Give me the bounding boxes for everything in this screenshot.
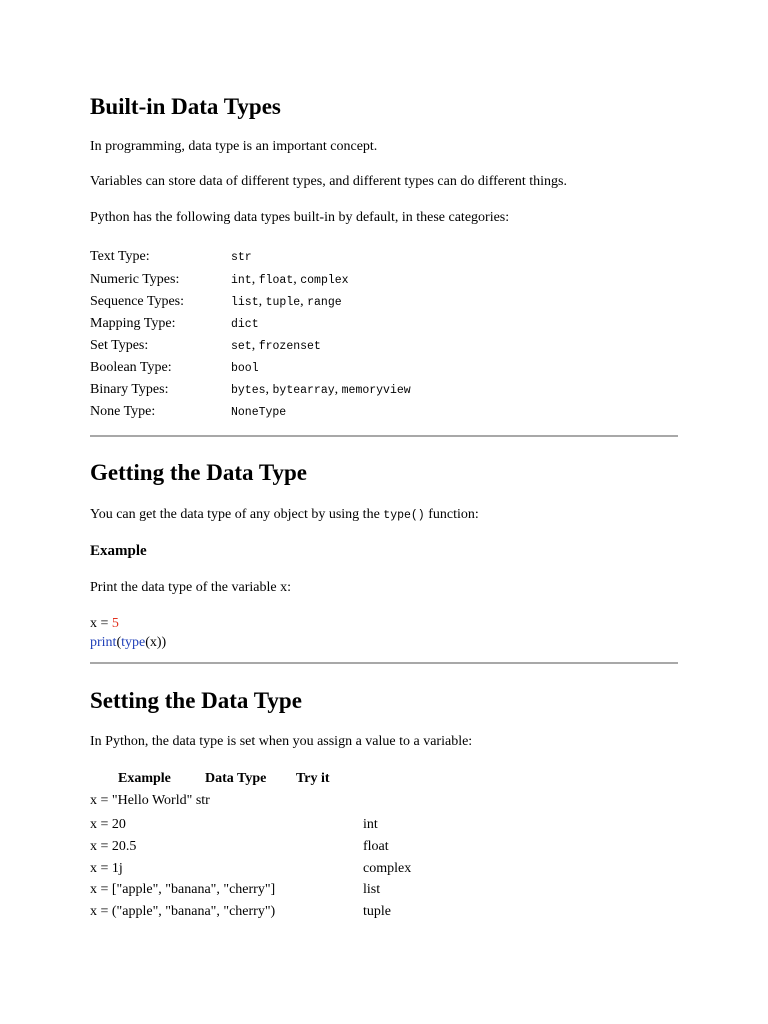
data-type-cell: complex [363, 861, 412, 876]
heading-getting-data-type: Getting the Data Type [90, 460, 307, 485]
data-type-values [231, 357, 259, 380]
paragraph-variables: Variables can store data of different types, and different types can do different things. [90, 174, 568, 189]
data-type-values [231, 246, 252, 269]
paragraph-categories: Python has the following data types built-in by default, in these categories: [90, 210, 510, 225]
paragraph-text-end: function: [424, 507, 479, 522]
heading-built-in-data-types: Built-in Data Types [90, 94, 281, 119]
data-type-row [90, 335, 690, 357]
divider [90, 435, 678, 437]
data-type-category: Binary Types: [90, 382, 169, 397]
data-type-values: int, float, complex [231, 272, 349, 287]
type-name: set [231, 340, 252, 353]
data-type-row [90, 379, 690, 401]
data-type-values [231, 313, 259, 336]
data-type-category: Numeric Types: [90, 272, 180, 287]
table-row [90, 858, 690, 880]
type-name: bytes [231, 384, 266, 397]
code-args: (x)) [145, 635, 167, 650]
code-line-print [90, 633, 166, 652]
paragraph-text: You can get the data type of any object by using the [90, 507, 384, 522]
table-row [90, 879, 690, 901]
divider [90, 662, 678, 664]
column-header-try-it: Try it [296, 771, 330, 786]
data-type-values: list, tuple, range [231, 294, 342, 309]
type-name: frozenset [258, 340, 321, 353]
data-type-category: Sequence Types: [90, 294, 185, 309]
data-type-category: Boolean Type: [90, 360, 172, 375]
data-type-cell: list [363, 882, 381, 897]
data-type-values [231, 401, 286, 424]
data-type-values: bytes, bytearray, memoryview [231, 382, 411, 397]
table-row [90, 790, 690, 812]
code-number: 5 [111, 616, 119, 631]
example-code-cell: x = 20.5 [90, 839, 137, 854]
data-type-values: set, frozenset [231, 338, 321, 353]
heading-setting-data-type: Setting the Data Type [90, 688, 302, 713]
column-header-example: Example [118, 771, 171, 786]
example-code-cell: x = "Hello World" str [90, 793, 210, 808]
type-name: range [307, 296, 342, 309]
code-print-function: print [90, 635, 117, 650]
type-name: tuple [265, 296, 301, 309]
example-heading: Example [90, 543, 147, 559]
data-type-row [90, 357, 690, 379]
type-name: float [258, 274, 294, 287]
table-row [90, 836, 690, 858]
example-code-cell: x = 20 [90, 817, 126, 832]
inline-code-type: type() [383, 509, 425, 522]
table-row [90, 814, 690, 836]
data-type-category: Mapping Type: [90, 316, 176, 331]
type-name: dict [231, 318, 259, 331]
type-name: bool [231, 362, 259, 375]
type-name: list [231, 296, 259, 309]
data-type-category: Set Types: [90, 338, 149, 353]
example-description: Print the data type of the variable x: [90, 580, 291, 595]
type-name: int [231, 274, 252, 287]
type-name: complex [300, 274, 349, 287]
data-type-row [90, 291, 690, 313]
data-type-row [90, 246, 690, 268]
data-type-category: None Type: [90, 404, 156, 419]
data-type-row [90, 401, 690, 423]
example-code-cell: x = 1j [90, 861, 123, 876]
type-name: NoneType [231, 406, 287, 419]
example-code-cell: x = ["apple", "banana", "cherry"] [90, 882, 276, 897]
code-type-function: type [121, 635, 146, 650]
paragraph-intro: In programming, data type is an important concept. [90, 139, 378, 154]
paragraph-type-function [90, 505, 479, 526]
code-paren: ( [116, 635, 122, 650]
table-row [90, 901, 690, 923]
data-type-cell: float [363, 839, 389, 854]
type-name: str [231, 251, 252, 264]
data-type-cell: tuple [363, 904, 391, 919]
data-type-row [90, 313, 690, 335]
data-type-row [90, 269, 690, 291]
code-line-assign [90, 614, 119, 633]
type-name: bytearray [272, 384, 335, 397]
data-type-cell: int [363, 817, 378, 832]
type-name: memoryview [341, 384, 411, 397]
example-code-cell: x = ("apple", "banana", "cherry") [90, 904, 276, 919]
data-type-category: Text Type: [90, 249, 150, 264]
paragraph-setting: In Python, the data type is set when you assign a value to a variable: [90, 734, 473, 749]
column-header-data-type: Data Type [205, 771, 267, 786]
code-variable: x = [90, 616, 112, 631]
